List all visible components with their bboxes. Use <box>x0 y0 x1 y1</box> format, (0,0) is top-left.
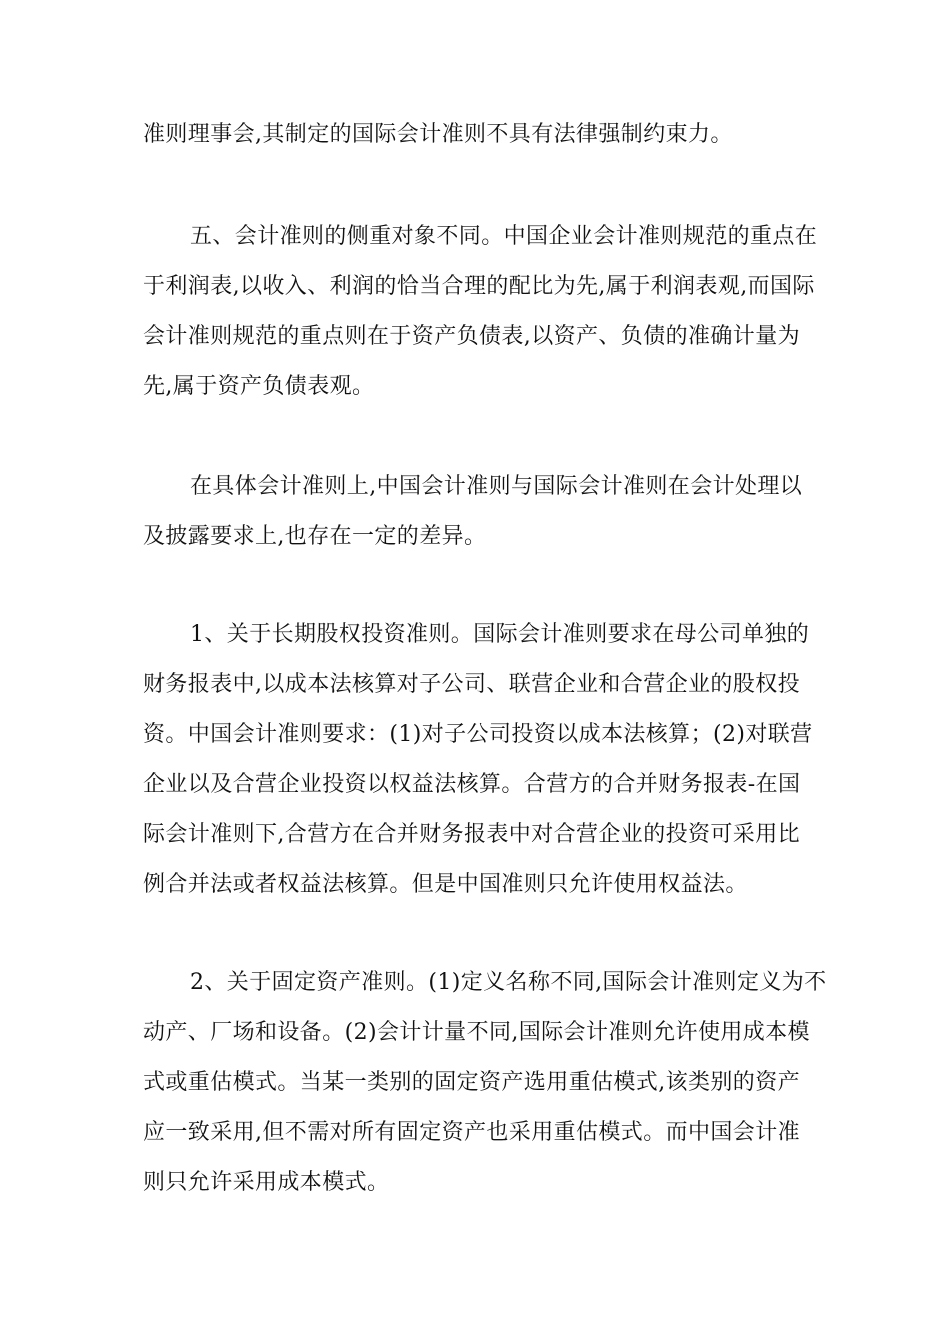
paragraph-line: 际会计准则下,合营方在合并财务报表中对合营企业的投资可采用比 <box>143 822 800 847</box>
paragraph-line: 式或重估模式。当某一类别的固定资产选用重估模式,该类别的资产 <box>143 1070 800 1095</box>
paragraph-line: 应一致采用,但不需对所有固定资产也采用重估模式。而中国会计准 <box>143 1120 800 1145</box>
paragraph-line: 资。中国会计准则要求：(1)对子公司投资以成本法核算；(2)对联营 <box>143 722 813 747</box>
paragraph-line: 企业以及合营企业投资以权益法核算。合营方的合并财务报表-在国 <box>143 772 801 797</box>
paragraph-line: 先,属于资产负债表观。 <box>143 374 375 399</box>
paragraph-line: 财务报表中,以成本法核算对子公司、联营企业和合营企业的股权投 <box>143 672 800 697</box>
paragraph-line: 及披露要求上,也存在一定的差异。 <box>143 524 487 549</box>
paragraph-line: 会计准则规范的重点则在于资产负债表,以资产、负债的准确计量为 <box>143 324 800 349</box>
paragraph-line: 在具体会计准则上,中国会计准则与国际会计准则在会计处理以 <box>190 474 803 499</box>
paragraph-line: 2、关于固定资产准则。(1)定义名称不同,国际会计准则定义为不 <box>190 970 827 995</box>
paragraph-line: 动产、厂场和设备。(2)会计计量不同,国际会计准则允许使用成本模 <box>143 1020 810 1045</box>
paragraph-line: 于利润表,以收入、利润的恰当合理的配比为先,属于利润表观,而国际 <box>143 274 815 299</box>
paragraph-line: 1、关于长期股权投资准则。国际会计准则要求在母公司单独的 <box>190 622 810 647</box>
paragraph-line: 准则理事会,其制定的国际会计准则不具有法律强制约束力。 <box>143 122 733 147</box>
paragraph-line: 例合并法或者权益法核算。但是中国准则只允许使用权益法。 <box>143 872 748 897</box>
paragraph-line: 五、会计准则的侧重对象不同。中国企业会计准则规范的重点在 <box>190 224 818 249</box>
paragraph-line: 则只允许采用成本模式。 <box>143 1170 390 1195</box>
